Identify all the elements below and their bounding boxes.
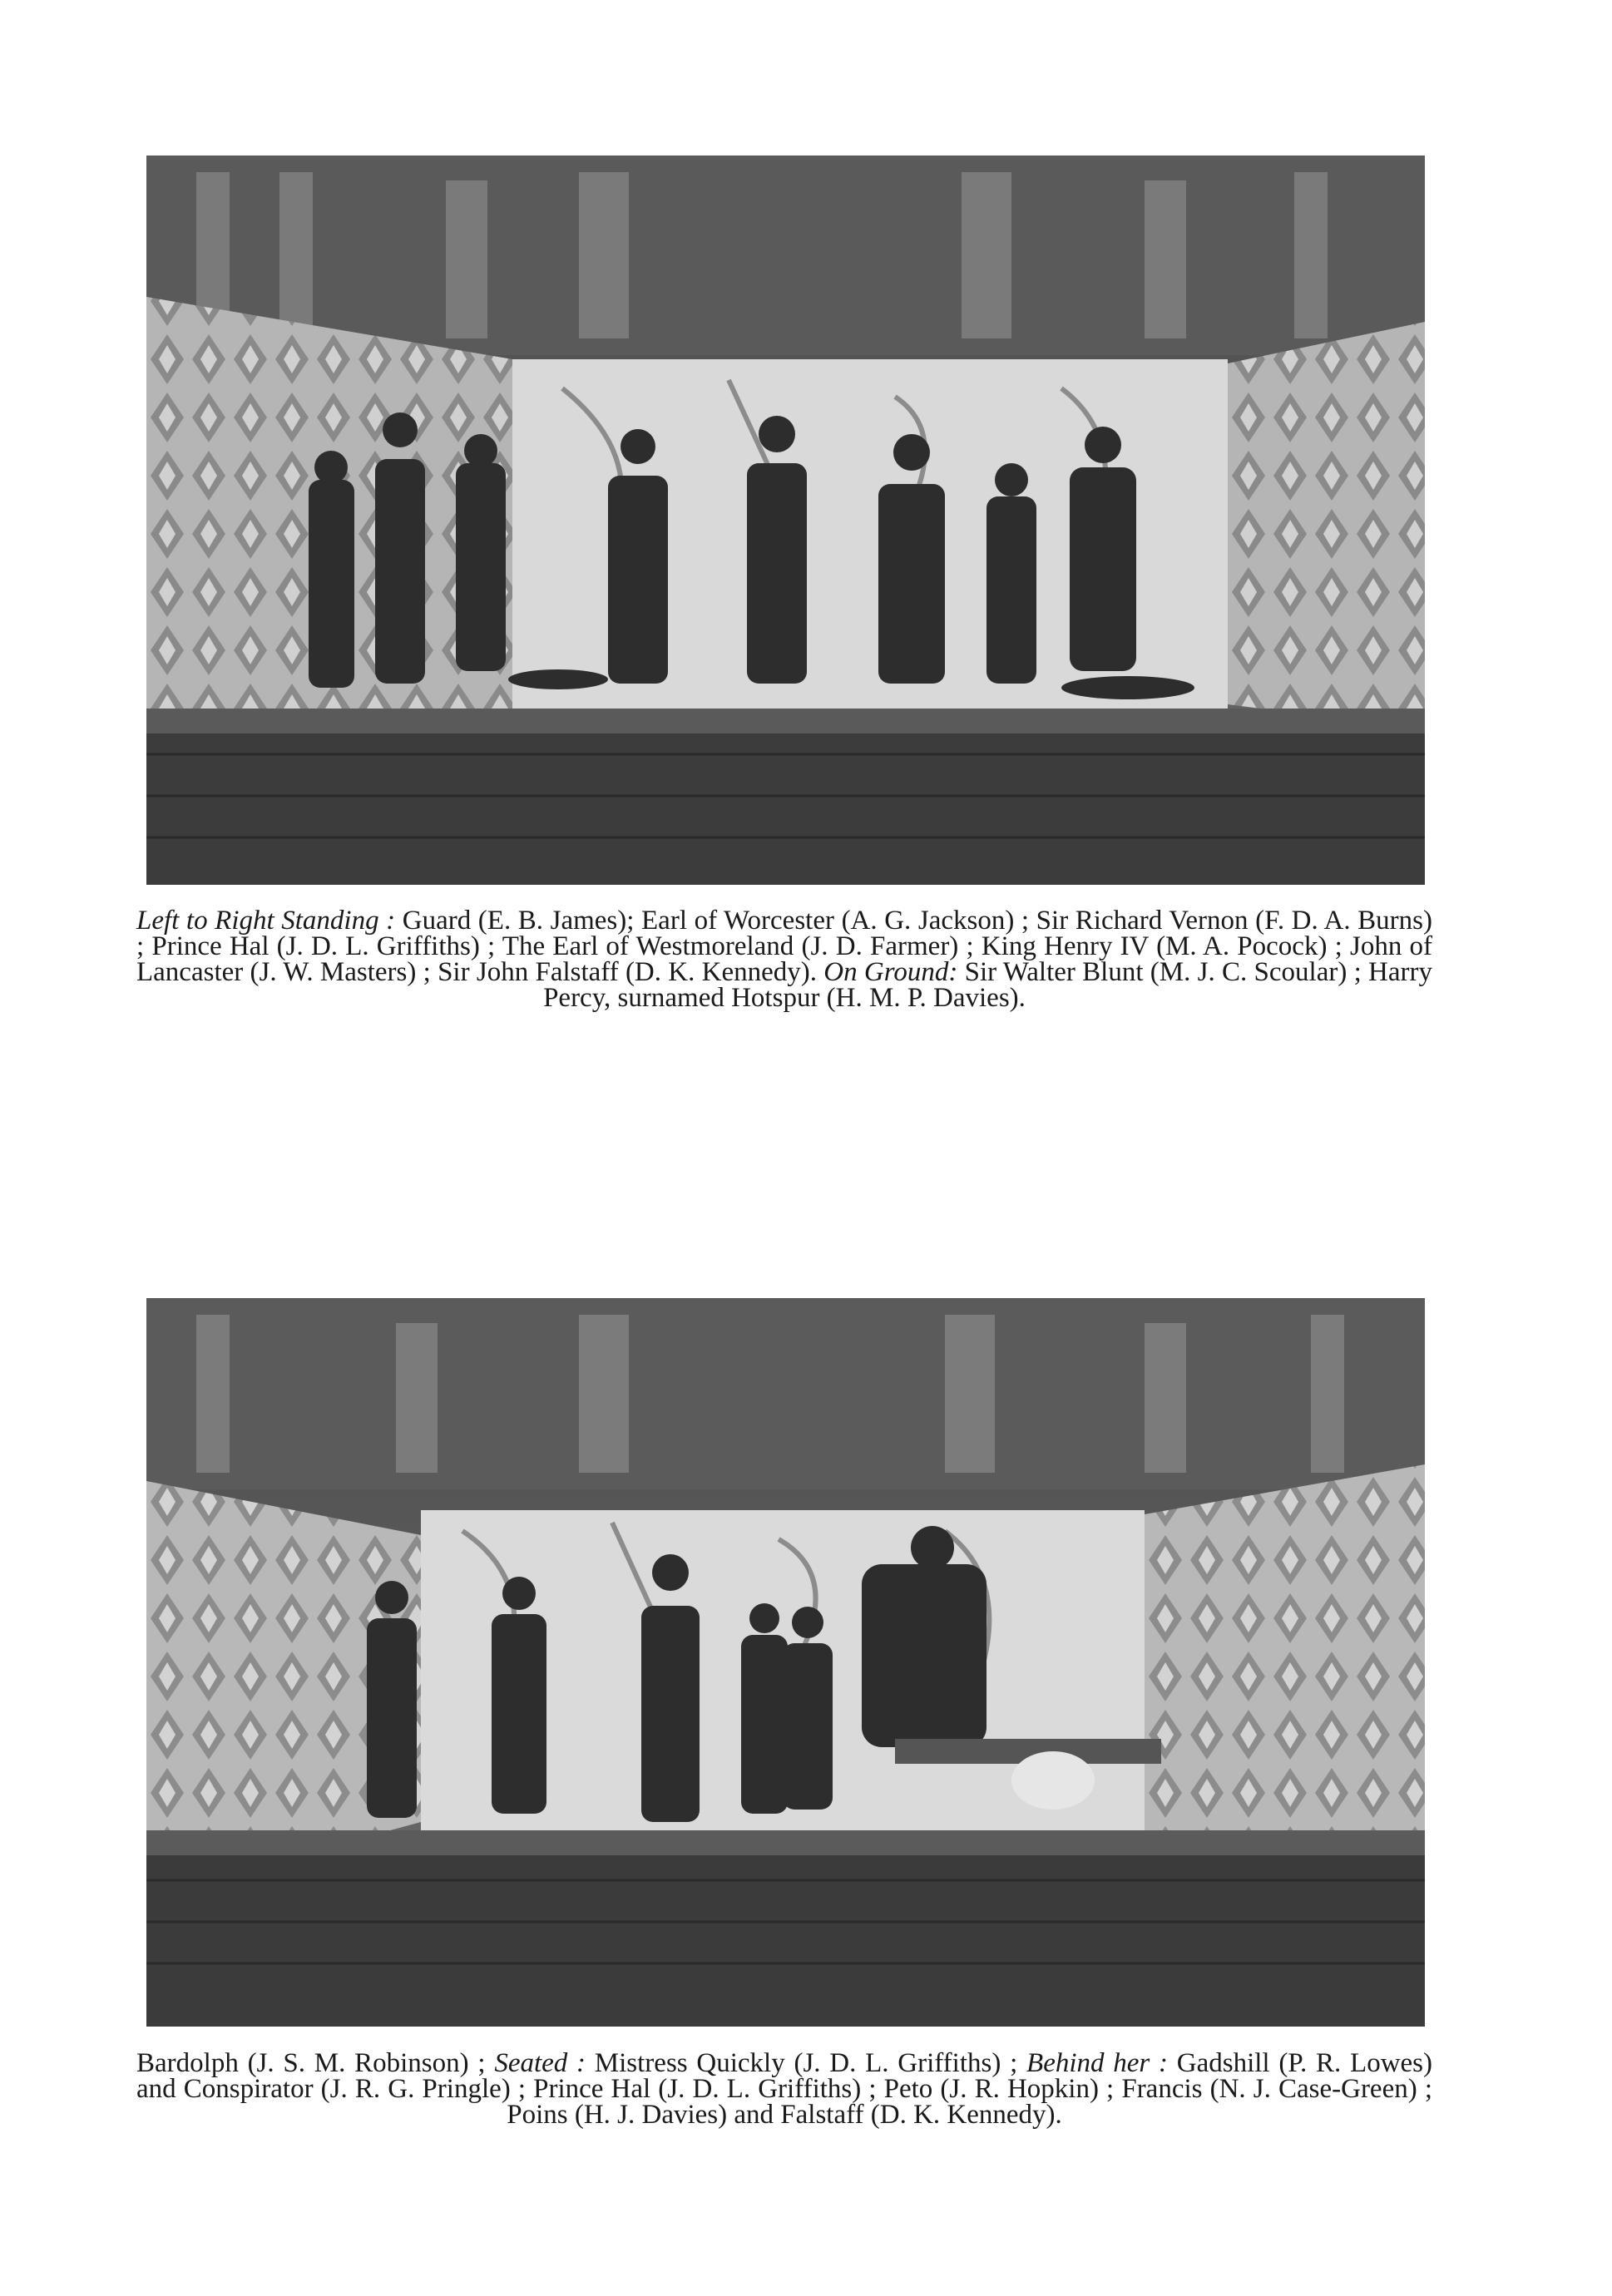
caption-seated-cast: Mistress Quickly (J. D. L. Griffiths) ; xyxy=(586,2048,1027,2078)
stage-photo-top xyxy=(146,156,1425,885)
caption-standing-cast: Guard (E. B. James); Earl of Worcester (A. G. Jackson) ; Sir Richard Vernon (F. D. A. Burns) ; Prince Hal (J. D. L. Griffiths) ; The Earl of Westmoreland (J. D. Farmer) ; King Henry IV (M. A. Pocock) ; John of Lancaster (J. W. Masters) ; Sir John Falstaff (D. K. Kennedy). xyxy=(136,906,1432,987)
caption-ground-cast: Sir Walter Blunt (M. J. C. Scoular) ; Harry Percy, surnamed Hotspur (H. M. P. Davies). xyxy=(543,957,1432,1013)
photo-caption-top xyxy=(136,908,1432,1011)
stage-scene-image xyxy=(146,156,1425,885)
caption-lead-seated: Seated : xyxy=(494,2048,586,2078)
stage-photo-bottom xyxy=(146,1298,1425,2027)
caption-lead-behind-her: Behind her : xyxy=(1026,2048,1168,2078)
caption-lead-standing: Left to Right Standing : xyxy=(136,906,396,936)
caption-bardolph: Bardolph (J. S. M. Robinson) ; xyxy=(136,2048,495,2078)
stage-scene-image xyxy=(146,1298,1425,2027)
photo-caption-bottom xyxy=(136,2048,1433,2130)
caption-behind-cast: Gadshill (P. R. Lowes) and Conspirator (J. R. G. Pringle) ; Prince Hal (J. D. L. Griffiths) ; Peto (J. R. Hopkin) ; Francis (N. J. Case-Green) ; Poins (H. J. Davies) and Falstaff (D. K. Kennedy). xyxy=(136,2048,1433,2130)
caption-lead-on-ground: On Ground: xyxy=(823,957,958,987)
